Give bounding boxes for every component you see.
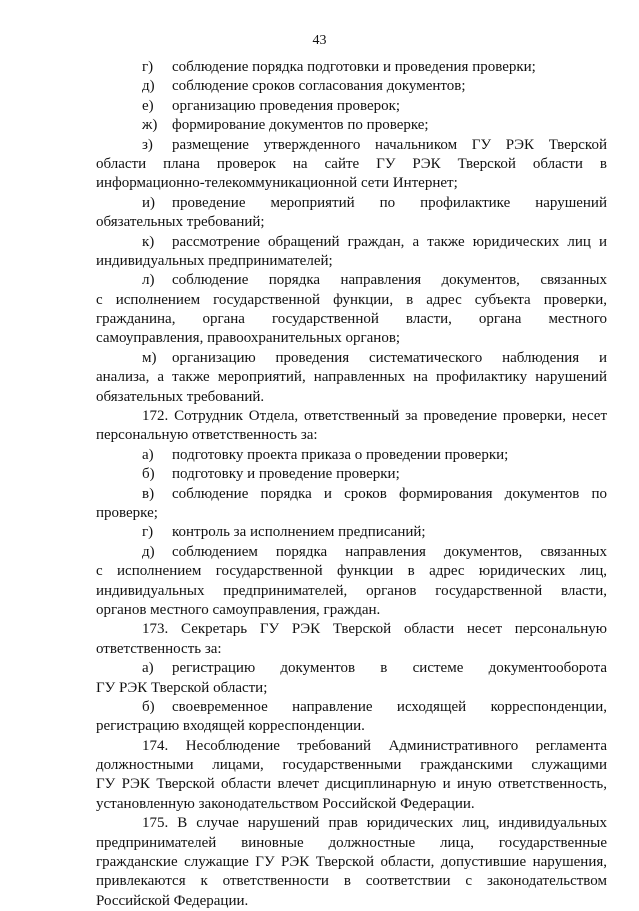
continuation-line: индивидуальных предпринимателей, органов государственной власти, bbox=[96, 582, 607, 599]
list-item-text: соблюдение порядка и сроков формирования документов по bbox=[172, 485, 607, 502]
list-item-line bbox=[96, 698, 607, 717]
list-marker: а) bbox=[142, 446, 154, 463]
continuation-line: гражданина, органа государственной власти, органа местного bbox=[96, 311, 607, 328]
continuation-line: ГУ РЭК Тверской области влечет дисциплинарную и иную ответственность, bbox=[96, 776, 607, 793]
list-item-text: регистрацию документов в системе документооборота bbox=[172, 660, 607, 677]
continuation-line: гражданские служащие ГУ РЭК Тверской области, допустившие нарушения, bbox=[96, 854, 607, 871]
continuation-line: информационно-телекоммуникационной сети Интернет; bbox=[96, 175, 458, 192]
list-item-text: формирование документов по проверке; bbox=[172, 117, 429, 134]
list-item-line bbox=[96, 116, 607, 135]
continuation-line: привлекаются к ответственности в соответствии с законодательством bbox=[96, 873, 607, 890]
list-item-line bbox=[96, 523, 607, 542]
continuation-line: установленную законодательством Российской Федерации. bbox=[96, 795, 475, 812]
continuation-line: с исполнением государственной функции в адрес юридических лиц, bbox=[96, 563, 607, 580]
continuation-line: проверке; bbox=[96, 504, 158, 521]
continuation-line: обязательных требований. bbox=[96, 388, 265, 405]
list-item-text: проведение мероприятий по профилактике нарушений bbox=[172, 194, 607, 211]
list-marker: б) bbox=[142, 466, 155, 483]
list-marker: д) bbox=[142, 543, 155, 560]
list-item-line bbox=[96, 97, 607, 116]
list-marker: к) bbox=[142, 233, 155, 250]
list-item-text: своевременное направление исходящей корреспонденции, bbox=[172, 698, 607, 715]
list-marker: л) bbox=[142, 272, 155, 289]
list-marker: з) bbox=[142, 136, 153, 153]
list-item-line bbox=[96, 543, 607, 562]
list-marker: б) bbox=[142, 698, 155, 715]
list-marker: ж) bbox=[142, 117, 158, 134]
paragraph-start-line: 175. В случае нарушений прав юридических лиц, индивидуальных bbox=[142, 815, 607, 832]
list-marker: г) bbox=[142, 59, 154, 75]
list-item-line bbox=[96, 446, 607, 465]
document-body bbox=[96, 58, 607, 911]
list-marker: а) bbox=[142, 660, 154, 677]
list-marker: г) bbox=[142, 524, 154, 541]
page-number: 43 bbox=[312, 33, 327, 48]
list-item-text: подготовку проекта приказа о проведении проверки; bbox=[172, 446, 509, 463]
continuation-line: ГУ РЭК Тверской области; bbox=[96, 679, 268, 696]
list-marker: д) bbox=[142, 78, 155, 95]
continuation-line: самоуправления, правоохранительных органов; bbox=[96, 330, 401, 347]
list-item-text: соблюдение порядка подготовки и проведения проверки; bbox=[172, 59, 536, 75]
continuation-line: Российской Федерации. bbox=[96, 892, 249, 909]
list-item-line bbox=[96, 659, 607, 678]
continuation-line: органов местного самоуправления, граждан. bbox=[96, 601, 381, 618]
paragraph-start-line: 172. Сотрудник Отдела, ответственный за проведение проверки, несет bbox=[142, 408, 607, 425]
list-item-text: организацию проведения проверок; bbox=[172, 97, 401, 114]
paragraph-start-line: 174. Несоблюдение требований Административного регламента bbox=[142, 737, 607, 754]
list-item-line bbox=[96, 77, 607, 96]
list-item-line bbox=[96, 485, 607, 504]
list-item-line bbox=[96, 194, 607, 213]
continuation-line: ответственность за: bbox=[96, 640, 222, 657]
list-item-text: рассмотрение обращений граждан, а также юридических лиц и bbox=[172, 233, 607, 250]
list-marker: и) bbox=[142, 194, 156, 211]
list-marker: в) bbox=[142, 485, 155, 502]
list-item-line bbox=[96, 465, 607, 484]
continuation-line: обязательных требований; bbox=[96, 214, 265, 231]
list-marker: м) bbox=[142, 349, 157, 366]
list-item-line bbox=[96, 233, 607, 252]
continuation-line: анализа, а также мероприятий, направленных на профилактику нарушений bbox=[96, 369, 607, 386]
list-marker: е) bbox=[142, 97, 154, 114]
continuation-line: должностными лицами, государственными гражданскими служащими bbox=[96, 757, 607, 774]
list-item-line bbox=[96, 349, 607, 368]
continuation-line: персональную ответственность за: bbox=[96, 427, 318, 444]
list-item-text: организацию проведения систематического наблюдения и bbox=[172, 349, 607, 366]
continuation-line: регистрацию входящей корреспонденции. bbox=[96, 718, 365, 735]
continuation-line: предпринимателей виновные должностные лица, государственные bbox=[96, 834, 607, 851]
continuation-line: с исполнением государственной функции, в адрес субъекта проверки, bbox=[96, 291, 607, 308]
paragraph-start-line: 173. Секретарь ГУ РЭК Тверской области несет персональную bbox=[142, 621, 607, 638]
list-item-text: размещение утвержденного начальником ГУ РЭК Тверской bbox=[172, 136, 607, 153]
continuation-line: индивидуальных предпринимателей; bbox=[96, 252, 333, 269]
list-item-text: соблюдение сроков согласования документов; bbox=[172, 78, 466, 95]
list-item-line bbox=[96, 271, 607, 290]
list-item-line bbox=[96, 136, 607, 155]
list-item-text: подготовку и проведение проверки; bbox=[172, 466, 400, 483]
list-item-text: контроль за исполнением предписаний; bbox=[172, 524, 426, 541]
continuation-line: области плана проверок на сайте ГУ РЭК Тверской области в bbox=[96, 155, 607, 172]
list-item-line bbox=[96, 58, 607, 77]
list-item-text: соблюдением порядка направления документов, связанных bbox=[172, 543, 607, 560]
list-item-text: соблюдение порядка направления документов, связанных bbox=[172, 272, 607, 289]
